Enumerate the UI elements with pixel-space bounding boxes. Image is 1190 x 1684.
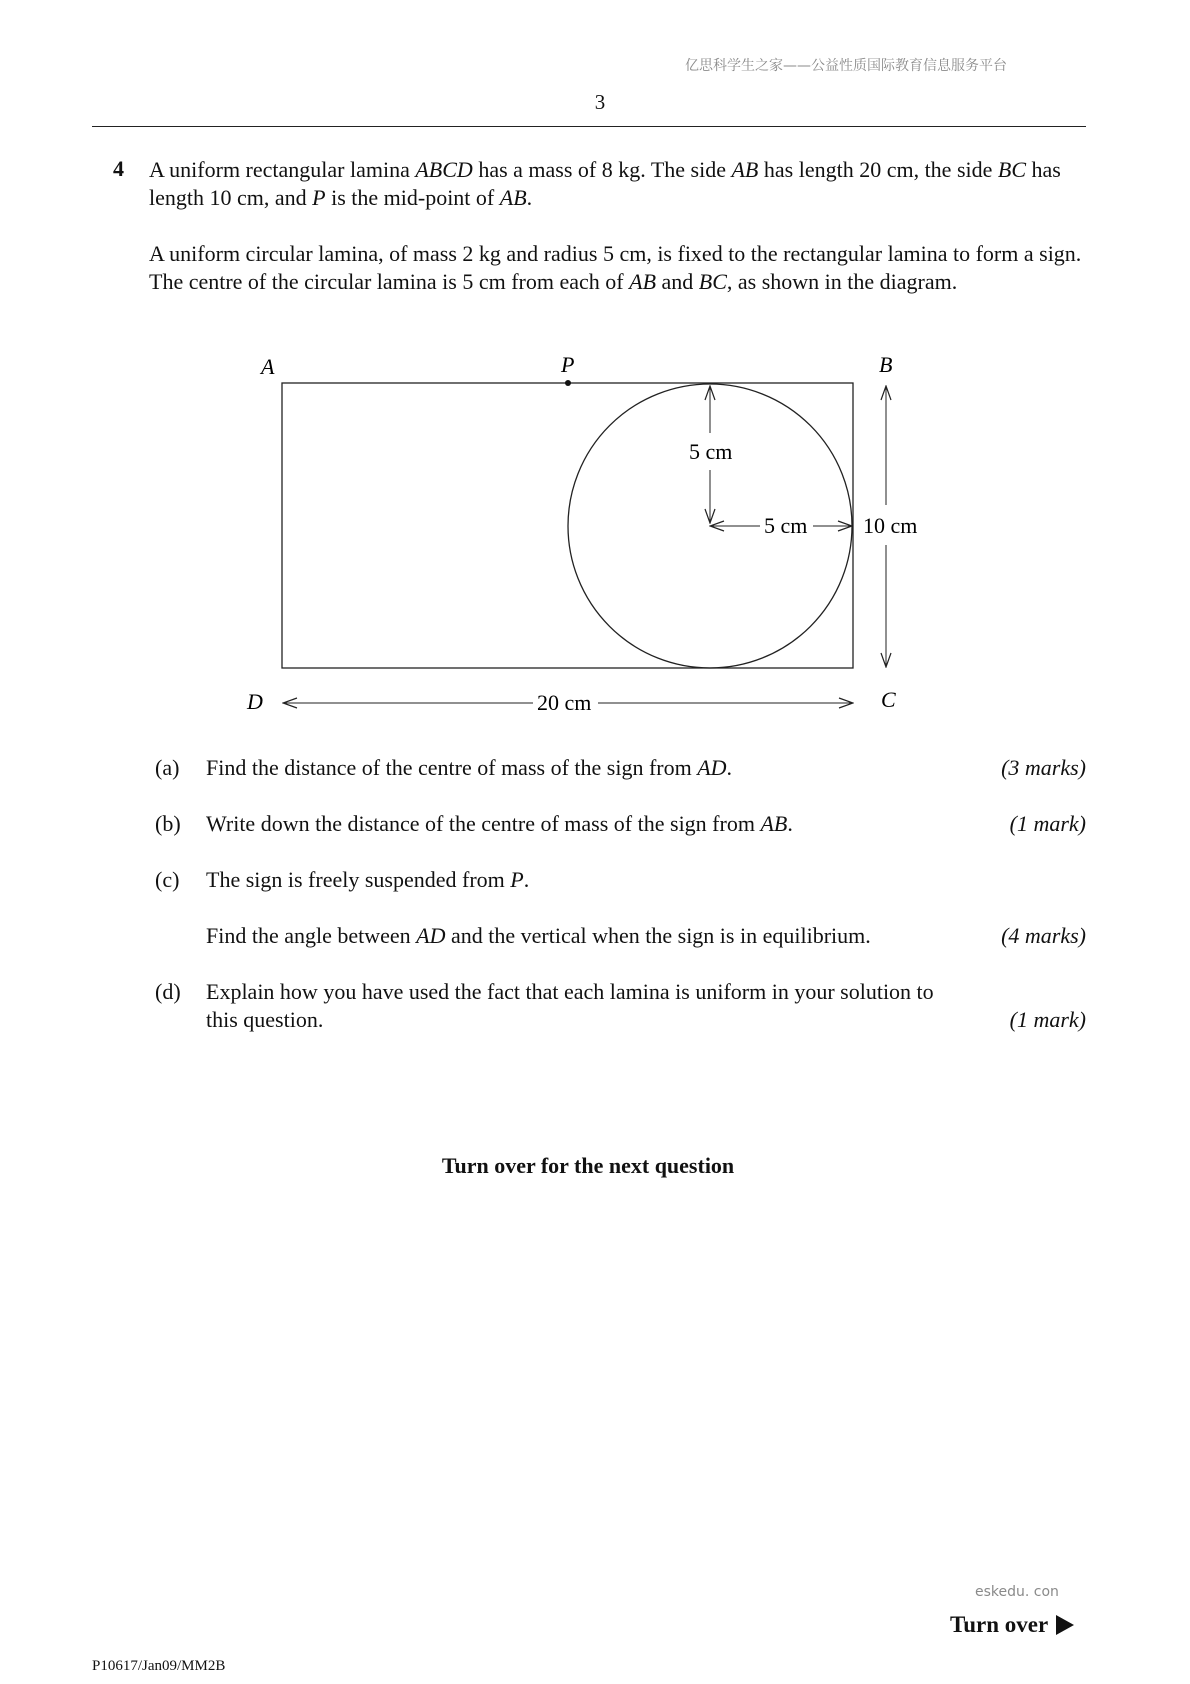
part-c-marks: (4 marks): [1001, 923, 1086, 948]
label-c: C: [881, 687, 896, 712]
watermark-text: 亿思科学生之家——公益性质国际教育信息服务平台: [685, 58, 1007, 74]
part-b-label: (b): [155, 811, 181, 836]
part-d-text-line-2: this question.: [206, 1007, 324, 1032]
dim-height: 10 cm: [863, 513, 918, 538]
play-arrow-icon: [1056, 1615, 1074, 1635]
part-d-marks: (1 mark): [1009, 1007, 1086, 1032]
page-number: 3: [594, 90, 606, 114]
dim-horizontal-radius: 5 cm: [764, 513, 808, 538]
dim-width: 20 cm: [537, 690, 592, 715]
point-p-dot: [565, 380, 571, 386]
lamina-diagram: [0, 0, 1190, 740]
dim-vertical-radius: 5 cm: [689, 439, 733, 464]
paper-code: P10617/Jan09/MM2B: [92, 1658, 226, 1674]
part-a-label: (a): [155, 755, 180, 780]
question-intro-paragraph-1: A uniform rectangular lamina ABCD has a mass of 8 kg. The side AB has length 20 cm, the side BC has length 10 cm, and P is the mid-point of AB.: [149, 157, 1061, 210]
turn-over-indicator: [950, 1612, 1074, 1638]
site-watermark: eskedu. con: [975, 1584, 1059, 1600]
label-p: P: [561, 352, 575, 377]
question-number: 4: [113, 156, 124, 181]
label-b: B: [879, 352, 893, 377]
part-a-marks: (3 marks): [1001, 755, 1086, 780]
label-a: A: [261, 354, 275, 379]
part-a-text: Find the distance of the centre of mass of the sign from AD.: [206, 755, 733, 780]
label-d: D: [247, 689, 263, 714]
part-b-marks: (1 mark): [1009, 811, 1086, 836]
question-intro-paragraph-2: A uniform circular lamina, of mass 2 kg and radius 5 cm, is fixed to the rectangular lamina to form a sign. The centre of the circular lamina is 5 cm from each of AB and BC, as shown in the diagram.: [149, 241, 1082, 294]
part-d-text-line-1: Explain how you have used the fact that each lamina is uniform in your solution to: [206, 979, 934, 1004]
part-c-label: (c): [155, 867, 180, 892]
part-c-text-2: Find the angle between AD and the vertical when the sign is in equilibrium.: [206, 923, 871, 948]
turn-over-label: Turn over: [950, 1612, 1049, 1637]
part-c-text: The sign is freely suspended from P.: [206, 867, 530, 892]
part-b-text: Write down the distance of the centre of mass of the sign from AB.: [206, 811, 793, 836]
part-d-label: (d): [155, 979, 181, 1004]
turn-over-next-question: Turn over for the next question: [441, 1153, 735, 1178]
